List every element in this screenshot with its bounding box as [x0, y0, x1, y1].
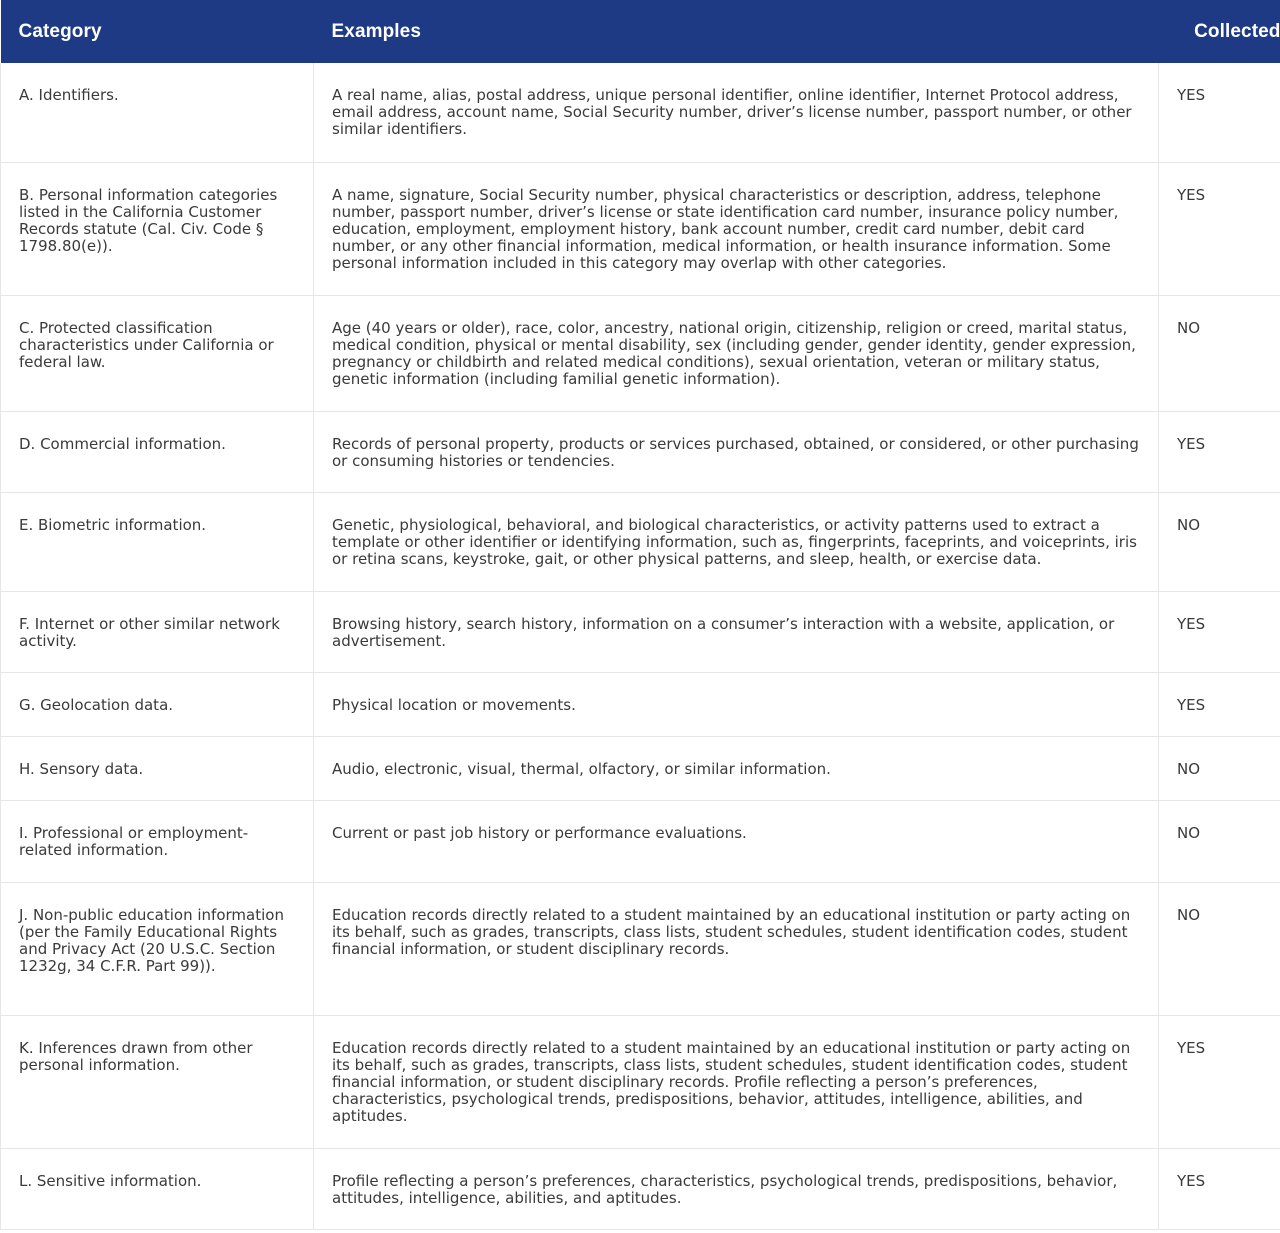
collected-cell: YES: [1159, 672, 1280, 736]
table-header-row: [1, 0, 1280, 63]
collected-cell: NO: [1159, 492, 1280, 591]
category-cell: F. Internet or other similar network activity.: [1, 591, 314, 672]
category-cell: E. Biometric information.: [1, 492, 314, 591]
collected-cell: YES: [1159, 1148, 1280, 1229]
collected-cell: NO: [1159, 800, 1280, 882]
table-row: [1, 1015, 1280, 1148]
category-cell: C. Protected classification characteristics under California or federal law.: [1, 295, 314, 411]
category-cell: A. Identifiers.: [1, 63, 314, 162]
collected-cell: YES: [1159, 1015, 1280, 1148]
examples-cell: Age (40 years or older), race, color, ancestry, national origin, citizenship, religion or creed, marital status, medical condition, physical or mental disability, sex (including gender, gender identity, gender expression, pregnancy or childbirth and related medical conditions), sexual orientation, veteran or military status, genetic information (including familial genetic information).: [314, 295, 1159, 411]
table-row: [1, 736, 1280, 800]
category-cell: H. Sensory data.: [1, 736, 314, 800]
table-row: [1, 63, 1280, 162]
table-row: [1, 162, 1280, 295]
table-row: [1, 1148, 1280, 1229]
examples-cell: Browsing history, search history, information on a consumer’s interaction with a website, application, or advertisement.: [314, 591, 1159, 672]
collected-cell: YES: [1159, 411, 1280, 492]
examples-cell: Physical location or movements.: [314, 672, 1159, 736]
category-cell: J. Non-public education information (per the Family Educational Rights and Privacy Act (20 U.S.C. Section 1232g, 34 C.F.R. Part 99)).: [1, 882, 314, 1015]
examples-cell: Current or past job history or performance evaluations.: [314, 800, 1159, 882]
table-row: [1, 295, 1280, 411]
collected-cell: YES: [1159, 591, 1280, 672]
examples-cell: Profile reflecting a person’s preferences, characteristics, psychological trends, predispositions, behavior, attitudes, intelligence, abilities, and aptitudes.: [314, 1148, 1159, 1229]
column-header-category: Category: [18, 20, 102, 42]
collected-cell: NO: [1159, 736, 1280, 800]
examples-cell: Genetic, physiological, behavioral, and biological characteristics, or activity patterns used to extract a template or other identifier or identifying information, such as, fingerprints, faceprints, and voiceprints, iris or retina scans, keystroke, gait, or other physical patterns, and sleep, health, or exercise data.: [314, 492, 1159, 591]
column-header-collected: Collected: [1194, 20, 1280, 42]
examples-cell: A real name, alias, postal address, unique personal identifier, online identifier, Internet Protocol address, email address, account name, Social Security number, driver’s license number, passport number, or other similar identifiers.: [314, 63, 1159, 162]
table-row: [1, 591, 1280, 672]
category-cell: B. Personal information categories listed in the California Customer Records statute (Cal. Civ. Code § 1798.80(e)).: [1, 162, 314, 295]
examples-cell: A name, signature, Social Security number, physical characteristics or description, address, telephone number, passport number, driver’s license or state identification card number, insurance policy number, education, employment, employment history, bank account number, credit card number, debit card number, or any other financial information, medical information, or health insurance information. Some personal information included in this category may overlap with other categories.: [314, 162, 1159, 295]
collected-cell: NO: [1159, 882, 1280, 1015]
table-row: [1, 411, 1280, 492]
category-cell: G. Geolocation data.: [1, 672, 314, 736]
category-cell: D. Commercial information.: [1, 411, 314, 492]
table-row: [1, 672, 1280, 736]
category-cell: K. Inferences drawn from other personal information.: [1, 1015, 314, 1148]
category-cell: I. Professional or employment-related information.: [1, 800, 314, 882]
collected-cell: YES: [1159, 162, 1280, 295]
table-row: [1, 492, 1280, 591]
examples-cell: Audio, electronic, visual, thermal, olfactory, or similar information.: [314, 736, 1159, 800]
examples-cell: Education records directly related to a student maintained by an educational institution or party acting on its behalf, such as grades, transcripts, class lists, student schedules, student identification codes, student financial information, or student disciplinary records.: [314, 882, 1159, 1015]
examples-cell: Records of personal property, products or services purchased, obtained, or considered, or other purchasing or consuming histories or tendencies.: [314, 411, 1159, 492]
category-cell: L. Sensitive information.: [1, 1148, 314, 1229]
table-row: [1, 882, 1280, 1015]
column-header-examples: Examples: [331, 20, 422, 42]
table-row: [1, 800, 1280, 882]
examples-cell: Education records directly related to a student maintained by an educational institution or party acting on its behalf, such as grades, transcripts, class lists, student schedules, student identification codes, student financial information, or student disciplinary records. Profile reflecting a person’s preferences, characteristics, psychological trends, predispositions, behavior, attitudes, intelligence, abilities, and aptitudes.: [314, 1015, 1159, 1148]
collected-cell: YES: [1159, 63, 1280, 162]
collected-cell: NO: [1159, 295, 1280, 411]
